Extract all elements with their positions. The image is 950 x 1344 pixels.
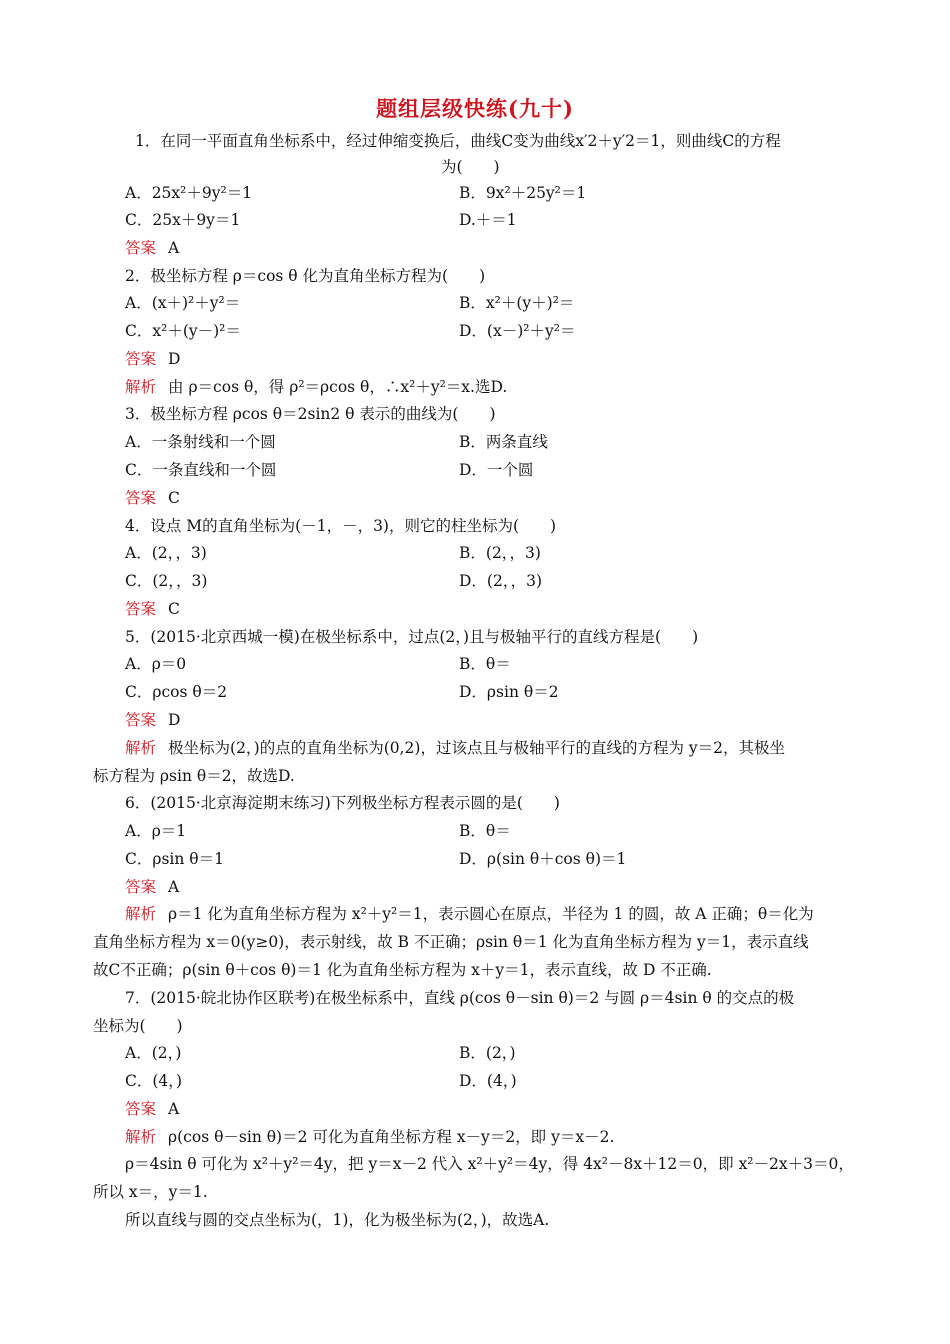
q6-analysis-cont2: 故C不正确；ρ(sin θ＋cos θ)＝1 化为直角坐标方程为 x＋y＝1，表示直线，故 D 不正确. xyxy=(93,961,712,979)
page-title: 题组层级快练(九十) xyxy=(376,96,574,121)
answer-label: 答案 xyxy=(125,239,157,257)
q7-answer xyxy=(125,1099,179,1119)
answer-value: D xyxy=(168,350,181,368)
answer-value: A xyxy=(168,239,180,257)
q4-option-c: C．(2，，3) xyxy=(125,572,208,590)
q6-option-d: D．ρ(sin θ＋cos θ)＝1 xyxy=(459,850,627,868)
q2-analysis xyxy=(125,377,507,397)
analysis-text: ρ(cos θ－sin θ)＝2 可化为直角坐标方程 x－y＝2，即 y＝x－2. xyxy=(168,1128,615,1146)
question-7-stem-cont: 坐标为( ) xyxy=(93,1017,183,1035)
q6-analysis-cont: 直角坐标方程为 x＝0(y≥0)，表示射线，故 B 不正确；ρsin θ＝1 化为直角坐标方程为 y＝1，表示直线 xyxy=(93,933,809,951)
q2-option-b: B．x²＋(y＋)²＝ xyxy=(459,294,575,312)
q3-option-d: D．一个圆 xyxy=(459,461,534,479)
q4-option-d: D．(2，，3) xyxy=(459,572,542,590)
answer-value: C xyxy=(168,489,180,507)
q2-answer xyxy=(125,349,180,369)
q7-option-a: A．(2，) xyxy=(125,1044,182,1062)
q1-option-a: A．25x²＋9y²＝1 xyxy=(125,184,253,202)
q5-option-b: B．θ＝ xyxy=(459,655,511,673)
answer-label: 答案 xyxy=(125,878,157,896)
q2-option-d: D．(x－)²＋y²＝ xyxy=(459,322,576,340)
answer-value: A xyxy=(168,1100,180,1118)
answer-value: A xyxy=(168,878,180,896)
analysis-label: 解析 xyxy=(125,378,157,396)
q7-analysis-cont2: 所以 x＝，y＝1. xyxy=(93,1183,208,1201)
analysis-label: 解析 xyxy=(125,905,157,923)
q5-analysis xyxy=(125,738,785,758)
q6-option-a: A．ρ＝1 xyxy=(125,822,187,840)
question-5-stem: 5．(2015·北京西城一模)在极坐标系中，过点(2，)且与极轴平行的直线方程是( ) xyxy=(125,628,699,646)
q7-option-c: C．(4，) xyxy=(125,1072,183,1090)
q3-answer xyxy=(125,488,180,508)
q1-option-b: B．9x²＋25y²＝1 xyxy=(459,184,587,202)
question-4-stem: 4．设点 M的直角坐标为(－1，－，3)，则它的柱坐标为( ) xyxy=(125,517,557,535)
analysis-text: 由 ρ＝cos θ，得 ρ²＝ρcos θ，∴x²＋y²＝x.选D. xyxy=(168,378,508,396)
q4-option-b: B．(2，，3) xyxy=(459,544,541,562)
analysis-text: 极坐标为(2，)的点的直角坐标为(0,2)，过该点且与极轴平行的直线的方程为 y＝2，其极坐 xyxy=(168,739,786,757)
answer-value: D xyxy=(168,711,181,729)
q7-analysis-cont3: 所以直线与圆的交点坐标为(，1)，化为极坐标为(2，)，故选A. xyxy=(125,1211,550,1229)
q3-option-c: C．一条直线和一个圆 xyxy=(125,461,277,479)
q7-option-b: B．(2，) xyxy=(459,1044,516,1062)
q4-option-a: A．(2，，3) xyxy=(125,544,207,562)
analysis-label: 解析 xyxy=(125,1128,157,1146)
q5-analysis-cont: 标方程为 ρsin θ＝2，故选D. xyxy=(93,767,295,785)
q6-option-b: B．θ＝ xyxy=(459,822,511,840)
answer-label: 答案 xyxy=(125,1100,157,1118)
question-3-stem: 3．极坐标方程 ρcos θ＝2sin2 θ 表示的曲线为( ) xyxy=(125,405,496,423)
q6-answer xyxy=(125,877,179,897)
answer-label: 答案 xyxy=(125,600,157,618)
q4-answer xyxy=(125,599,180,619)
answer-value: C xyxy=(168,600,180,618)
question-1-stem: 1．在同一平面直角坐标系中，经过伸缩变换后，曲线C变为曲线x′2＋y′2＝1，则曲线C的方程 xyxy=(135,132,781,150)
q1-answer xyxy=(125,238,179,258)
q1-option-d: D.＋＝1 xyxy=(459,211,517,229)
q2-option-a: A．(x＋)²＋y²＝ xyxy=(125,294,241,312)
q3-option-a: A．一条射线和一个圆 xyxy=(125,433,276,451)
q5-option-d: D．ρsin θ＝2 xyxy=(459,683,559,701)
q6-analysis xyxy=(125,904,814,924)
answer-label: 答案 xyxy=(125,350,157,368)
q5-option-a: A．ρ＝0 xyxy=(125,655,187,673)
q6-option-c: C．ρsin θ＝1 xyxy=(125,850,224,868)
q7-option-d: D．(4，) xyxy=(459,1072,517,1090)
answer-label: 答案 xyxy=(125,711,157,729)
q7-analysis-cont: ρ＝4sin θ 可化为 x²＋y²＝4y，把 y＝x－2 代入 x²＋y²＝4y，得 4x²－8x＋12＝0，即 x²－2x＋3＝0， xyxy=(125,1155,854,1173)
q5-option-c: C．ρcos θ＝2 xyxy=(125,683,228,701)
q1-option-c: C．25x＋9y＝1 xyxy=(125,211,241,229)
analysis-label: 解析 xyxy=(125,739,157,757)
q5-answer xyxy=(125,710,180,730)
question-6-stem: 6．(2015·北京海淀期末练习)下列极坐标方程表示圆的是( ) xyxy=(125,794,560,812)
question-2-stem: 2．极坐标方程 ρ＝cos θ 化为直角坐标方程为( ) xyxy=(125,267,486,285)
analysis-text: ρ＝1 化为直角坐标方程为 x²＋y²＝1，表示圆心在原点，半径为 1 的圆，故 A 正确；θ＝化为 xyxy=(168,905,814,923)
q3-option-b: B．两条直线 xyxy=(459,433,548,451)
question-7-stem: 7．(2015·皖北协作区联考)在极坐标系中，直线 ρ(cos θ－sin θ)＝2 与圆 ρ＝4sin θ 的交点的极 xyxy=(125,989,795,1007)
answer-label: 答案 xyxy=(125,489,157,507)
q7-analysis xyxy=(125,1127,614,1147)
question-1-stem-cont: 为( ) xyxy=(441,158,500,176)
q2-option-c: C．x²＋(y－)²＝ xyxy=(125,322,241,340)
